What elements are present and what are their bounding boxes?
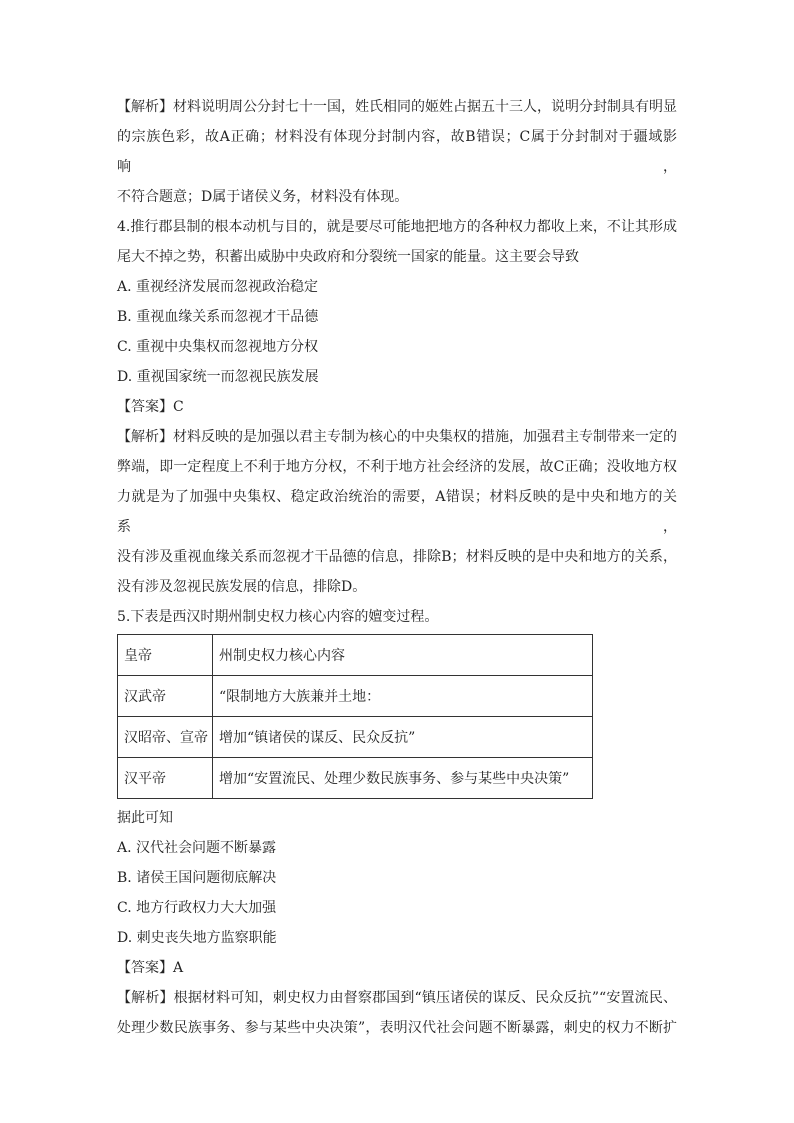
option-b: B. 诸侯王国问题彻底解决 — [117, 870, 277, 886]
question-stem-line: 尾大不掉之势，积蓄出威胁中央政府和分裂统一国家的能量。这主要会导致 — [117, 249, 579, 265]
answer-label: 【答案】C — [117, 399, 184, 415]
table-row — [118, 635, 593, 676]
analysis-line: 的宗族色彩，故A正确；材料没有体现分封制内容，故B错误；C属于分封制对于疆域影响， — [117, 129, 677, 175]
table-cell: 汉昭帝、宣帝 — [118, 717, 213, 758]
option-c: C. 地方行政权力大大加强 — [117, 900, 277, 916]
evolution-table — [117, 634, 593, 799]
answer-label: 【答案】A — [117, 960, 184, 976]
analysis-line: 【解析】材料反映的是加强以君主专制为核心的中央集权的措施，加强君主专制带来一定的 — [117, 429, 677, 445]
question-4 — [117, 212, 677, 602]
question-prompt: 据此可知 — [117, 810, 173, 826]
analysis-line: 【解析】材料说明周公分封七十一国，姓氏相同的姬姓占据五十三人，说明分封制具有明显 — [117, 99, 677, 115]
analysis-line: 力就是为了加强中央集权、稳定政治统治的需要，A错误；材料反映的是中央和地方的关系， — [117, 489, 677, 535]
analysis-line: 不符合题意；D属于诸侯义务，材料没有体现。 — [117, 189, 409, 205]
table-cell: 汉武帝 — [118, 676, 213, 717]
option-b: B. 重视血缘关系而忽视才干品德 — [117, 309, 319, 325]
question-5 — [117, 602, 677, 1043]
table-cell: 州制史权力核心内容 — [213, 635, 593, 676]
q3-analysis — [117, 92, 677, 212]
analysis-line: 弊端，即一定程度上不利于地方分权，不利于地方社会经济的发展，故C正确；没收地方权 — [117, 459, 677, 475]
table-cell: 皇帝 — [118, 635, 213, 676]
table-cell: 增加“安置流民、处理少数民族事务、参与某些中央决策” — [213, 758, 593, 799]
analysis-line: 没有涉及重视血缘关系而忽视才干品德的信息，排除B；材料反映的是中央和地方的关系， — [117, 549, 677, 565]
option-a: A. 汉代社会问题不断暴露 — [117, 840, 277, 856]
question-stem-line: 5.下表是西汉时期州制史权力核心内容的嬗变过程。 — [117, 609, 439, 625]
option-c: C. 重视中央集权而忽视地方分权 — [117, 339, 319, 355]
table-cell: “限制地方大族兼并土地： — [213, 676, 593, 717]
option-d: D. 重视国家统一而忽视民族发展 — [117, 369, 319, 385]
table-cell: 汉平帝 — [118, 758, 213, 799]
analysis-line: 【解析】根据材料可知，刺史权力由督察郡国到“镇压诸侯的谋反、民众反抗”“安置流民、 — [117, 990, 677, 1006]
option-a: A. 重视经济发展而忽视政治稳定 — [117, 279, 319, 295]
option-d: D. 刺史丧失地方监察职能 — [117, 930, 277, 946]
analysis-line: 处理少数民族事务、参与某些中央决策”，表明汉代社会问题不断暴露，刺史的权力不断扩 — [117, 1020, 677, 1036]
table-cell: 增加“镇诸侯的谋反、民众反抗” — [213, 717, 593, 758]
analysis-line: 没有涉及忽视民族发展的信息，排除D。 — [117, 579, 367, 595]
question-stem-line: 4.推行郡县制的根本动机与目的，就是要尽可能地把地方的各种权力都收上来，不让其形成 — [117, 219, 677, 235]
table-row — [118, 717, 593, 758]
table-row — [118, 676, 593, 717]
document-page — [117, 92, 677, 1043]
table-row — [118, 758, 593, 799]
